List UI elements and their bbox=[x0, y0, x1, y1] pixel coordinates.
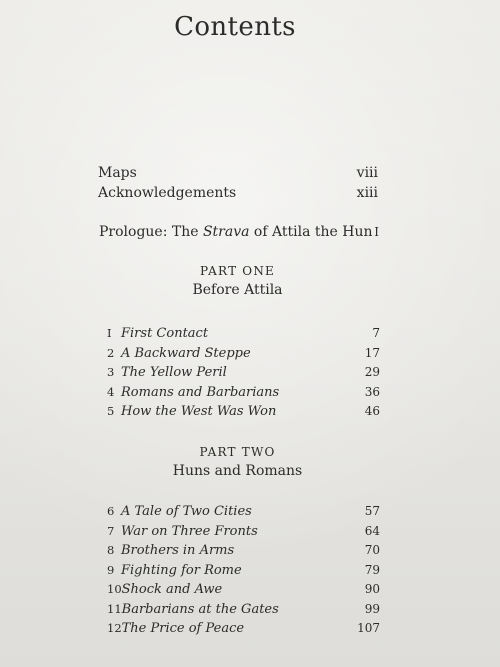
chapter-number: 9 bbox=[107, 562, 115, 577]
chapter-number: 5 bbox=[107, 404, 115, 418]
chapter-page: 79 bbox=[364, 562, 380, 577]
chapter-number: 6 bbox=[107, 504, 115, 518]
chapter-page: 107 bbox=[357, 621, 380, 635]
front-matter-item-acknowledgements bbox=[98, 183, 378, 203]
chapter-number: I bbox=[107, 326, 112, 340]
chapter-entry bbox=[107, 324, 380, 344]
part-title: Huns and Romans bbox=[172, 463, 303, 479]
chapter-number: 12 bbox=[107, 621, 122, 635]
part-label: PART ONE bbox=[200, 264, 275, 278]
part-title: Before Attila bbox=[192, 282, 283, 298]
chapter-entry bbox=[107, 363, 380, 383]
chapter-entry bbox=[107, 580, 380, 600]
chapter-number: 3 bbox=[107, 365, 115, 379]
chapter-page: 7 bbox=[372, 326, 380, 340]
prologue-entry bbox=[99, 222, 379, 242]
chapter-title: How the West Was Won bbox=[121, 404, 277, 419]
chapter-entry bbox=[107, 383, 380, 403]
part-one-heading bbox=[0, 264, 475, 298]
chapter-number: 7 bbox=[107, 523, 115, 538]
chapter-title: Barbarians at the Gates bbox=[121, 601, 279, 617]
part-two-heading bbox=[0, 445, 475, 479]
front-matter-item-maps bbox=[98, 163, 378, 183]
chapter-page: 99 bbox=[364, 601, 380, 616]
chapter-title: Fighting for Rome bbox=[121, 562, 242, 578]
chapter-number: 11 bbox=[107, 601, 122, 616]
chapter-page: 36 bbox=[364, 384, 380, 399]
chapter-page: 70 bbox=[364, 543, 380, 557]
chapter-title: Brothers in Arms bbox=[121, 543, 235, 558]
chapter-title: Romans and Barbarians bbox=[121, 384, 280, 400]
chapter-page: 46 bbox=[364, 404, 380, 418]
chapter-title: First Contact bbox=[121, 326, 209, 341]
chapter-page: 90 bbox=[364, 582, 380, 596]
chapter-entry bbox=[107, 344, 380, 364]
page-title: Contents bbox=[174, 12, 296, 42]
chapter-number: 4 bbox=[107, 384, 115, 399]
chapter-number: 8 bbox=[107, 543, 115, 557]
chapter-page: 29 bbox=[364, 365, 380, 379]
front-matter-label: Acknowledgements bbox=[98, 185, 237, 201]
front-matter-page: xiii bbox=[356, 185, 378, 201]
chapter-title: War on Three Fronts bbox=[121, 523, 258, 539]
chapter-entry bbox=[107, 619, 380, 639]
chapter-title: A Tale of Two Cities bbox=[121, 504, 252, 519]
chapter-number: 2 bbox=[107, 345, 115, 360]
chapter-page: 64 bbox=[364, 523, 380, 538]
chapter-entry bbox=[107, 600, 380, 620]
front-matter-label: Maps bbox=[98, 165, 137, 181]
chapter-entry bbox=[107, 561, 380, 581]
part-one-chapter-list bbox=[107, 324, 380, 422]
chapter-entry bbox=[107, 502, 380, 522]
front-matter-list bbox=[98, 163, 378, 203]
chapter-page: 17 bbox=[364, 345, 380, 360]
prologue-page: I bbox=[374, 225, 379, 239]
prologue-suffix: of Attila the Hun bbox=[249, 224, 373, 240]
chapter-page: 57 bbox=[364, 504, 380, 518]
chapter-title: The Price of Peace bbox=[121, 621, 245, 636]
part-label: PART TWO bbox=[199, 445, 276, 459]
part-two-chapter-list bbox=[107, 502, 380, 639]
chapter-entry bbox=[107, 402, 380, 422]
prologue-prefix: Prologue: The bbox=[99, 224, 203, 240]
chapter-title: The Yellow Peril bbox=[121, 365, 227, 380]
chapter-entry bbox=[107, 522, 380, 542]
chapter-entry bbox=[107, 541, 380, 561]
prologue-title bbox=[99, 222, 372, 242]
prologue-italic: Strava bbox=[202, 224, 250, 240]
chapter-title: Shock and Awe bbox=[121, 582, 223, 597]
front-matter-page: viii bbox=[356, 165, 378, 181]
chapter-title: A Backward Steppe bbox=[121, 345, 251, 361]
chapter-number: 10 bbox=[107, 582, 122, 596]
